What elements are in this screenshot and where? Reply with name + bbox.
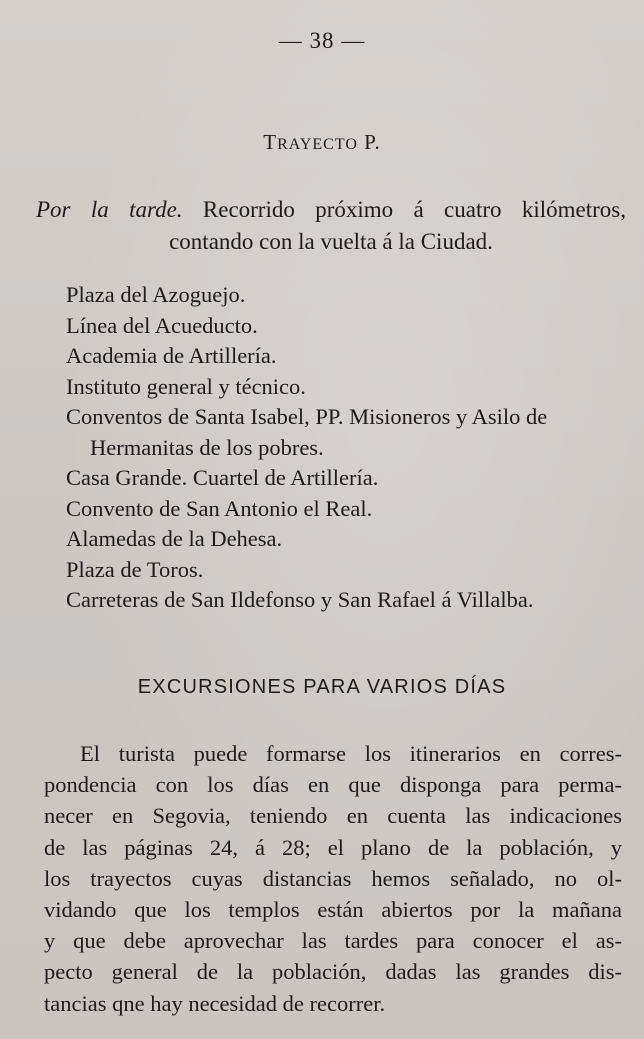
paragraph-line: de las páginas 24, á 28; el plano de la población, y — [44, 834, 622, 860]
paragraph-line: y que debe aprovechar las tardes para conocer el as- — [44, 928, 622, 954]
route-stop-text: Conventos de Santa Isabel, PP. Misioneros y Asilo de — [66, 404, 548, 429]
excursions-paragraph — [44, 738, 622, 1019]
route-intro-line-2: contando con la vuelta á la Ciudad. — [169, 229, 493, 254]
paragraph-line: vidando que los templos están abiertos por la mañana — [44, 897, 622, 923]
route-stops-list — [66, 280, 626, 616]
route-stop: Plaza del Azoguejo. — [66, 282, 246, 307]
route-stop: Alamedas de la Dehesa. — [66, 526, 283, 551]
paragraph-line: tancias qne hay necesidad de recorrer. — [44, 990, 386, 1016]
paragraph-line: necer en Segovia, teniendo en cuenta las indicaciones — [44, 803, 622, 829]
route-heading-letter: P. — [357, 130, 381, 154]
route-stop: Plaza de Toros. — [66, 556, 204, 582]
route-stop: Casa Grande. Cuartel de Artillería. — [66, 465, 379, 490]
paragraph-line: El turista puede formarse los itinerarios en corres- — [80, 741, 622, 766]
paragraph-line: pondencia con los días en que disponga para perma- — [44, 772, 622, 798]
paragraph-line: pecto general de la población, dadas las grandes dis- — [44, 959, 622, 985]
route-distance-text: Recorrido próximo á cuatro kilómetros, — [182, 197, 626, 222]
page-number: — 38 — — [278, 28, 366, 53]
route-stop: Academia de Artillería. — [66, 343, 277, 368]
route-stop: Carreteras de San Ildefonso y San Rafael á Villalba. — [66, 587, 534, 612]
route-intro — [36, 194, 626, 258]
excursions-heading: EXCURSIONES PARA VARIOS DÍAS — [137, 676, 507, 698]
route-stop-continuation: Hermanitas de los pobres. — [90, 434, 324, 460]
route-heading — [0, 130, 644, 155]
route-intro-line-1 — [36, 194, 626, 226]
route-heading-initial: T — [263, 130, 278, 154]
time-of-day-label: Por la tarde. — [36, 197, 183, 222]
route-stop: Instituto general y técnico. — [66, 373, 306, 399]
route-stop: Línea del Acueducto. — [66, 312, 258, 338]
paragraph-line: los trayectos cuyas distancias hemos señalado, no ol- — [44, 865, 622, 891]
route-stop: Convento de San Antonio el Real. — [66, 495, 373, 521]
route-heading-smallcaps: RAYECTO — [277, 136, 358, 153]
route-stop — [66, 402, 626, 463]
